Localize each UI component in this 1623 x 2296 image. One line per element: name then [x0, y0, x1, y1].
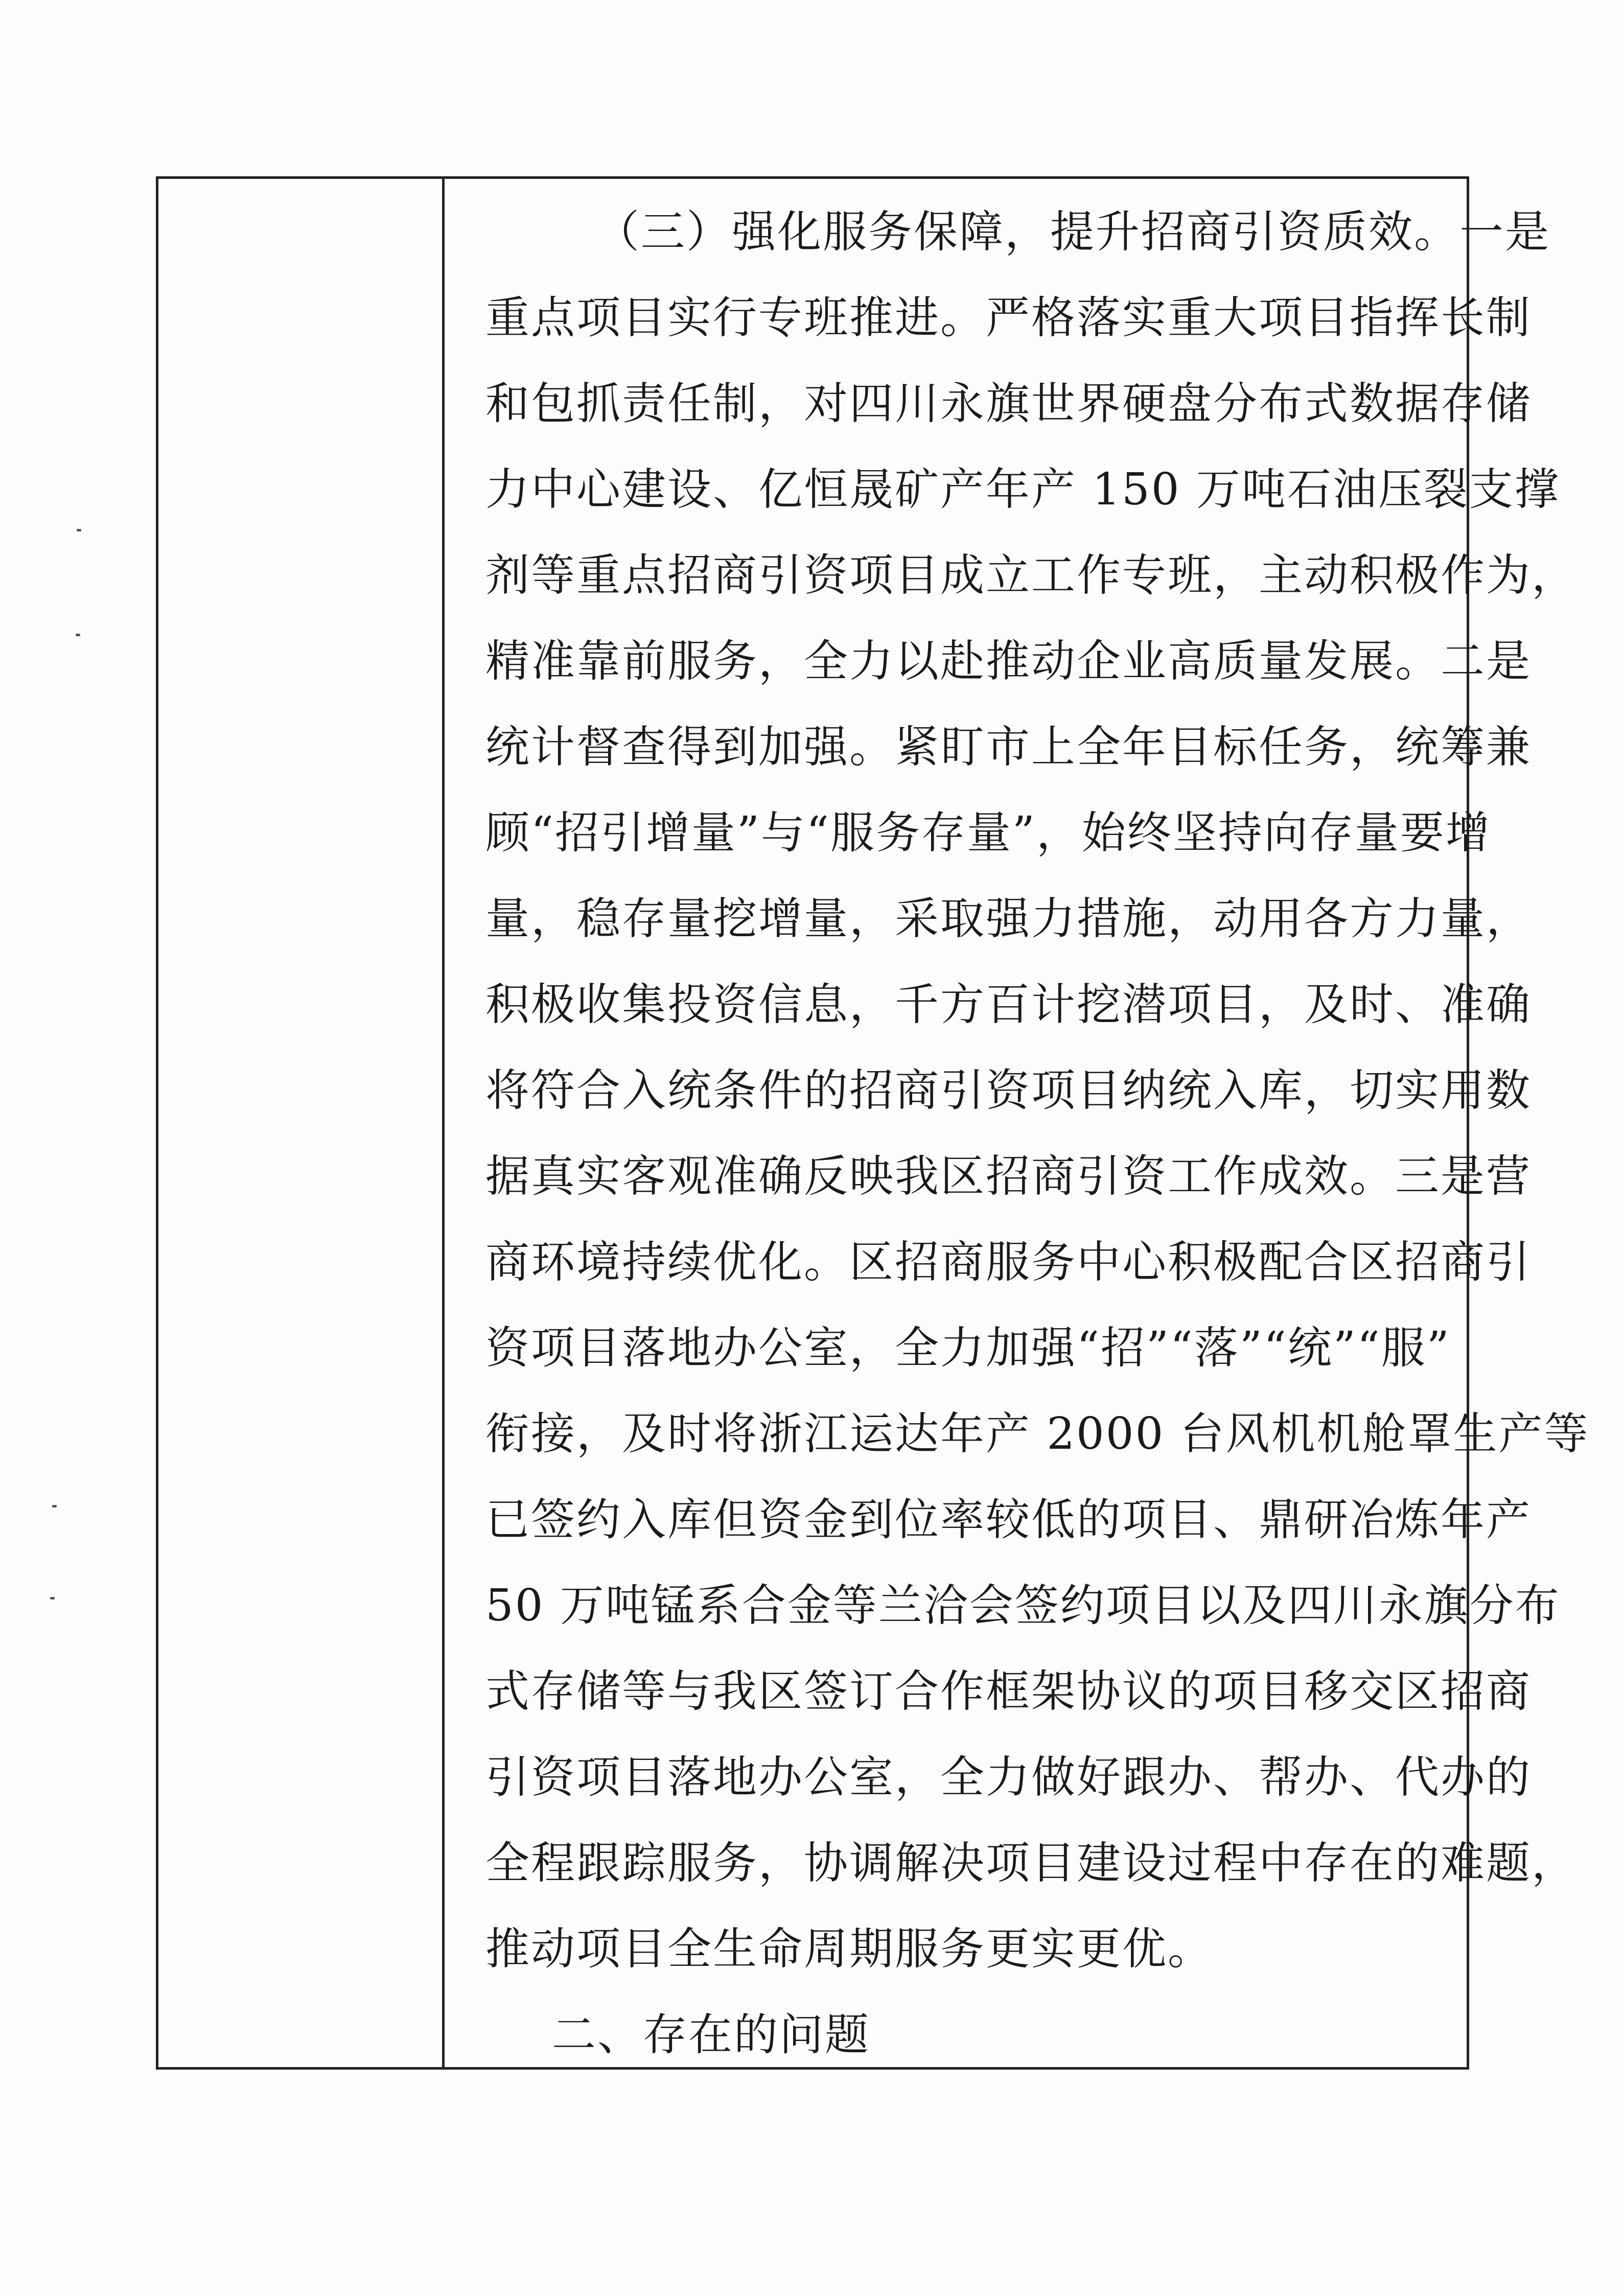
text-line: 积极收集投资信息，千方百计挖潜项目，及时、准确 [485, 979, 1532, 1030]
section-heading: 二、存在的问题 [552, 2009, 870, 2060]
text-line: 重点项目实行专班推进。严格落实重大项目指挥长制 [485, 292, 1532, 343]
text-line: 全程跟踪服务，协调解决项目建设过程中存在的难题， [485, 1838, 1577, 1889]
text-line: 引资项目落地办公室，全力做好跟办、帮办、代办的 [485, 1752, 1532, 1803]
text-line: 商环境持续优化。区招商服务中心积极配合区招商引 [485, 1237, 1532, 1288]
text-line: 衔接，及时将浙江运达年产 2000 台风机机舱罩生产等 [485, 1408, 1590, 1459]
text-line: 据真实客观准确反映我区招商引资工作成效。三是营 [485, 1151, 1532, 1202]
form-table [156, 176, 1590, 2070]
text-line: 资项目落地办公室，全力加强“招”“落”“统”“服” [485, 1323, 1451, 1374]
body-text [485, 189, 1590, 2078]
text-line: 50 万吨锰系合金等兰洽会签约项目以及四川永旗分布 [485, 1580, 1561, 1631]
scan-mark [50, 1597, 55, 1599]
label-cell [158, 179, 445, 2067]
text-line: 精准靠前服务，全力以赴推动企业高质量发展。二是 [485, 636, 1532, 687]
text-line: 剂等重点招商引资项目成立工作专班，主动积极作为， [485, 550, 1577, 601]
text-line: 式存储等与我区签订合作框架协议的项目移交区招商 [485, 1666, 1532, 1717]
text-line: 力中心建设、亿恒晟矿产年产 150 万吨石油压裂支撑 [485, 464, 1560, 515]
text-line: （三）强化服务保障，提升招商引资质效。一是 [595, 206, 1550, 258]
text-line: 已签约入库但资金到位率较低的项目、鼎研冶炼年产 [485, 1494, 1532, 1545]
scan-mark [76, 634, 80, 636]
text-line: 和包抓责任制，对四川永旗世界硬盘分布式数据存储 [485, 378, 1532, 429]
scan-mark [52, 1505, 57, 1508]
text-line: 统计督查得到加强。紧盯市上全年目标任务，统筹兼 [485, 722, 1532, 773]
text-line: 顾“招引增量”与“服务存量”，始终坚持向存量要增 [485, 807, 1491, 859]
text-line: 将符合入统条件的招商引资项目纳统入库，切实用数 [485, 1065, 1532, 1116]
text-line: 量，稳存量挖增量，采取强力措施，动用各方力量， [485, 893, 1532, 944]
scan-mark [77, 529, 81, 531]
text-line: 推动项目全生命周期服务更实更优。 [485, 1923, 1213, 1975]
content-cell [445, 179, 1590, 2067]
